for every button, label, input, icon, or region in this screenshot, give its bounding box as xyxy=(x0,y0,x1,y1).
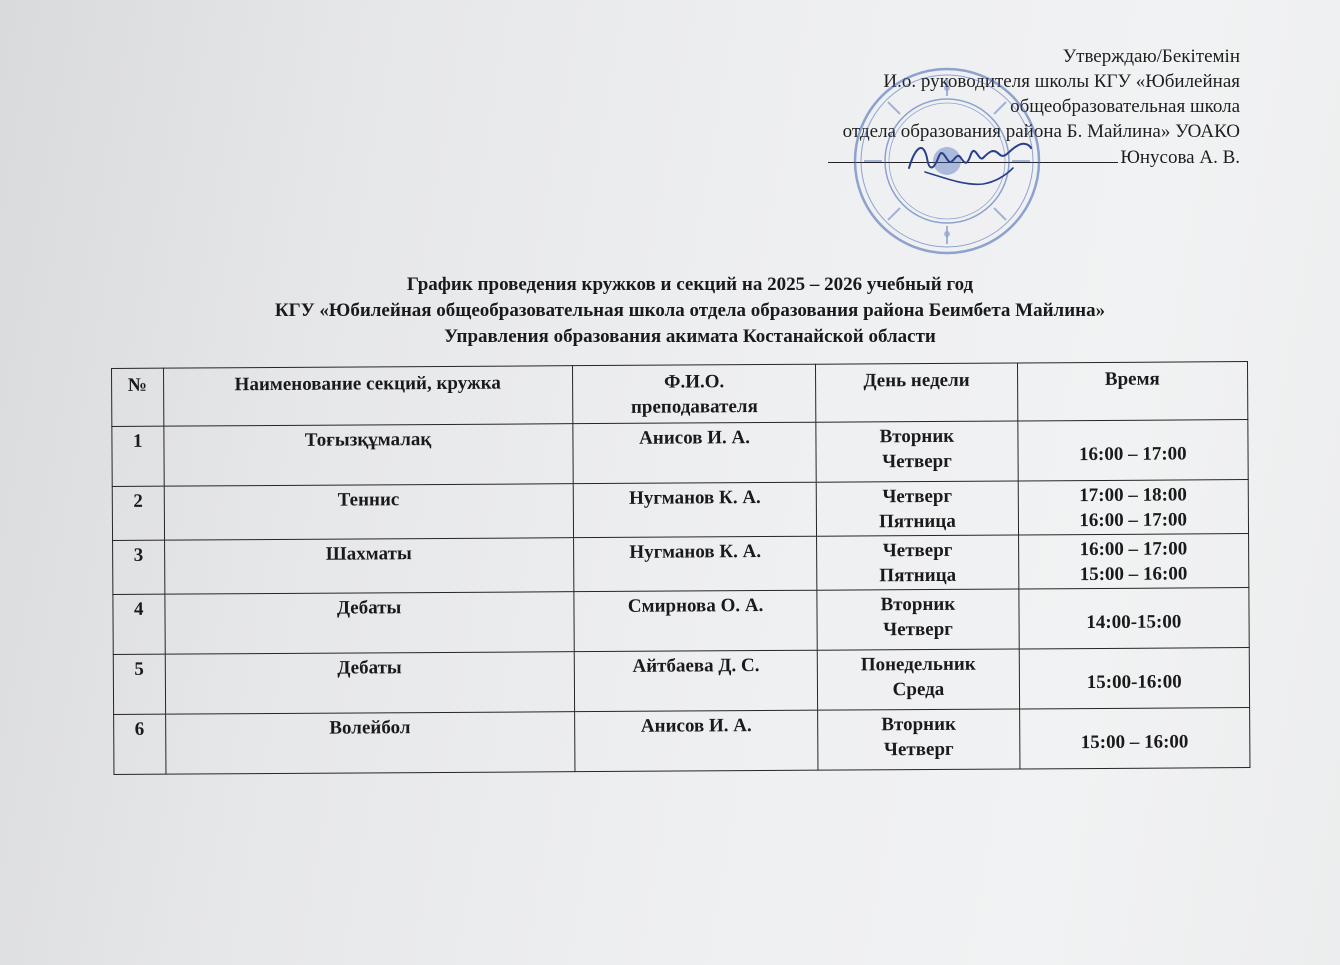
row-weekdays xyxy=(817,589,1018,650)
row-weekday-2: Пятница xyxy=(878,510,956,533)
table-row xyxy=(114,708,1250,775)
document-title xyxy=(90,272,1290,350)
table-row xyxy=(112,420,1248,487)
header-number: № xyxy=(112,368,164,426)
row-weekday-1: Четверг xyxy=(882,485,953,508)
header-teacher xyxy=(572,364,816,423)
row-time-1: 15:00-16:00 xyxy=(1086,671,1182,694)
row-time-1: 16:00 – 17:00 xyxy=(1079,538,1188,561)
row-section-name: Дебаты xyxy=(164,592,574,654)
row-weekday-1: Понедельник xyxy=(860,653,976,676)
row-time xyxy=(1019,708,1250,769)
row-section-name: Волейбол xyxy=(165,712,575,774)
signer-name: Юнусова А. В. xyxy=(1120,147,1240,168)
row-section-name: Теннис xyxy=(164,484,574,540)
row-number: 3 xyxy=(113,540,165,594)
row-weekday-2: Среда xyxy=(892,678,945,701)
row-teacher: Нугманов К. А. xyxy=(573,536,817,591)
row-teacher: Нугманов К. А. xyxy=(573,482,817,537)
row-time-1: 17:00 – 18:00 xyxy=(1079,484,1187,507)
row-weekday-1: Вторник xyxy=(880,593,956,616)
title-line-3: Управления образования акимата Костанайской области xyxy=(444,326,936,347)
row-number: 1 xyxy=(112,426,164,486)
row-weekday-1: Вторник xyxy=(879,425,955,448)
row-weekday-1: Четверг xyxy=(882,539,953,562)
row-weekday-2: Четверг xyxy=(883,738,954,761)
row-weekdays xyxy=(818,649,1019,710)
header-time: Время xyxy=(1017,362,1248,421)
row-teacher: Анисов И. А. xyxy=(574,710,818,771)
row-time xyxy=(1019,648,1250,709)
row-time xyxy=(1018,480,1249,535)
row-weekdays xyxy=(818,709,1019,770)
row-teacher: Смирнова О. А. xyxy=(574,590,818,651)
header-teacher-line-2: преподавателя xyxy=(630,396,758,418)
row-teacher: Айтбаева Д. С. xyxy=(574,650,818,711)
table-row xyxy=(113,588,1249,655)
header-teacher-line-1: Ф.И.О. xyxy=(664,371,725,393)
approval-position-line-1: И.о. руководителя школы КГУ «Юбилейная xyxy=(883,71,1240,92)
table-row xyxy=(112,480,1248,541)
row-number: 4 xyxy=(113,594,165,654)
row-number: 5 xyxy=(113,654,165,714)
header-weekday: День недели xyxy=(816,363,1017,422)
row-weekdays xyxy=(817,481,1018,536)
row-weekday-2: Пятница xyxy=(879,564,957,587)
title-line-1: График проведения кружков и секций на 2025 – 2026 учебный год xyxy=(406,274,974,295)
row-section-name: Тоғызқұмалақ xyxy=(163,424,573,486)
row-time xyxy=(1017,420,1248,481)
row-time-2: 15:00 – 16:00 xyxy=(1079,563,1188,586)
row-number: 2 xyxy=(112,486,164,540)
table-row xyxy=(113,648,1249,715)
row-weekdays xyxy=(816,421,1017,482)
row-number: 6 xyxy=(114,714,166,774)
approval-position-line-3: отдела образования района Б. Майлина» УОАКО xyxy=(842,121,1240,142)
row-time-1: 16:00 – 17:00 xyxy=(1078,443,1187,466)
row-weekday-2: Четверг xyxy=(883,618,953,641)
table-row xyxy=(113,534,1249,595)
row-time-1: 14:00-15:00 xyxy=(1086,611,1182,634)
signature-icon xyxy=(905,128,1035,190)
row-section-name: Дебаты xyxy=(165,652,575,714)
schedule-table xyxy=(111,361,1250,775)
row-section-name: Шахматы xyxy=(164,538,574,594)
title-line-2: КГУ «Юбилейная общеобразовательная школа отдела образования района Беимбета Майлина» xyxy=(274,300,1106,321)
row-time xyxy=(1018,588,1249,649)
approval-heading: Утверждаю/Бекітемін xyxy=(1062,46,1240,67)
row-time-2: 16:00 – 17:00 xyxy=(1079,509,1188,532)
approval-position-line-2: общеобразовательная школа xyxy=(1010,96,1240,117)
row-time-1: 15:00 – 16:00 xyxy=(1080,731,1189,754)
header-section-name: Наименование секций, кружка xyxy=(163,366,573,426)
row-weekdays xyxy=(817,535,1018,590)
row-teacher: Анисов И. А. xyxy=(573,422,817,483)
row-weekday-1: Вторник xyxy=(881,713,957,736)
row-time xyxy=(1018,534,1249,589)
table-header-row xyxy=(112,362,1248,427)
row-weekday-2: Четверг xyxy=(882,450,952,473)
